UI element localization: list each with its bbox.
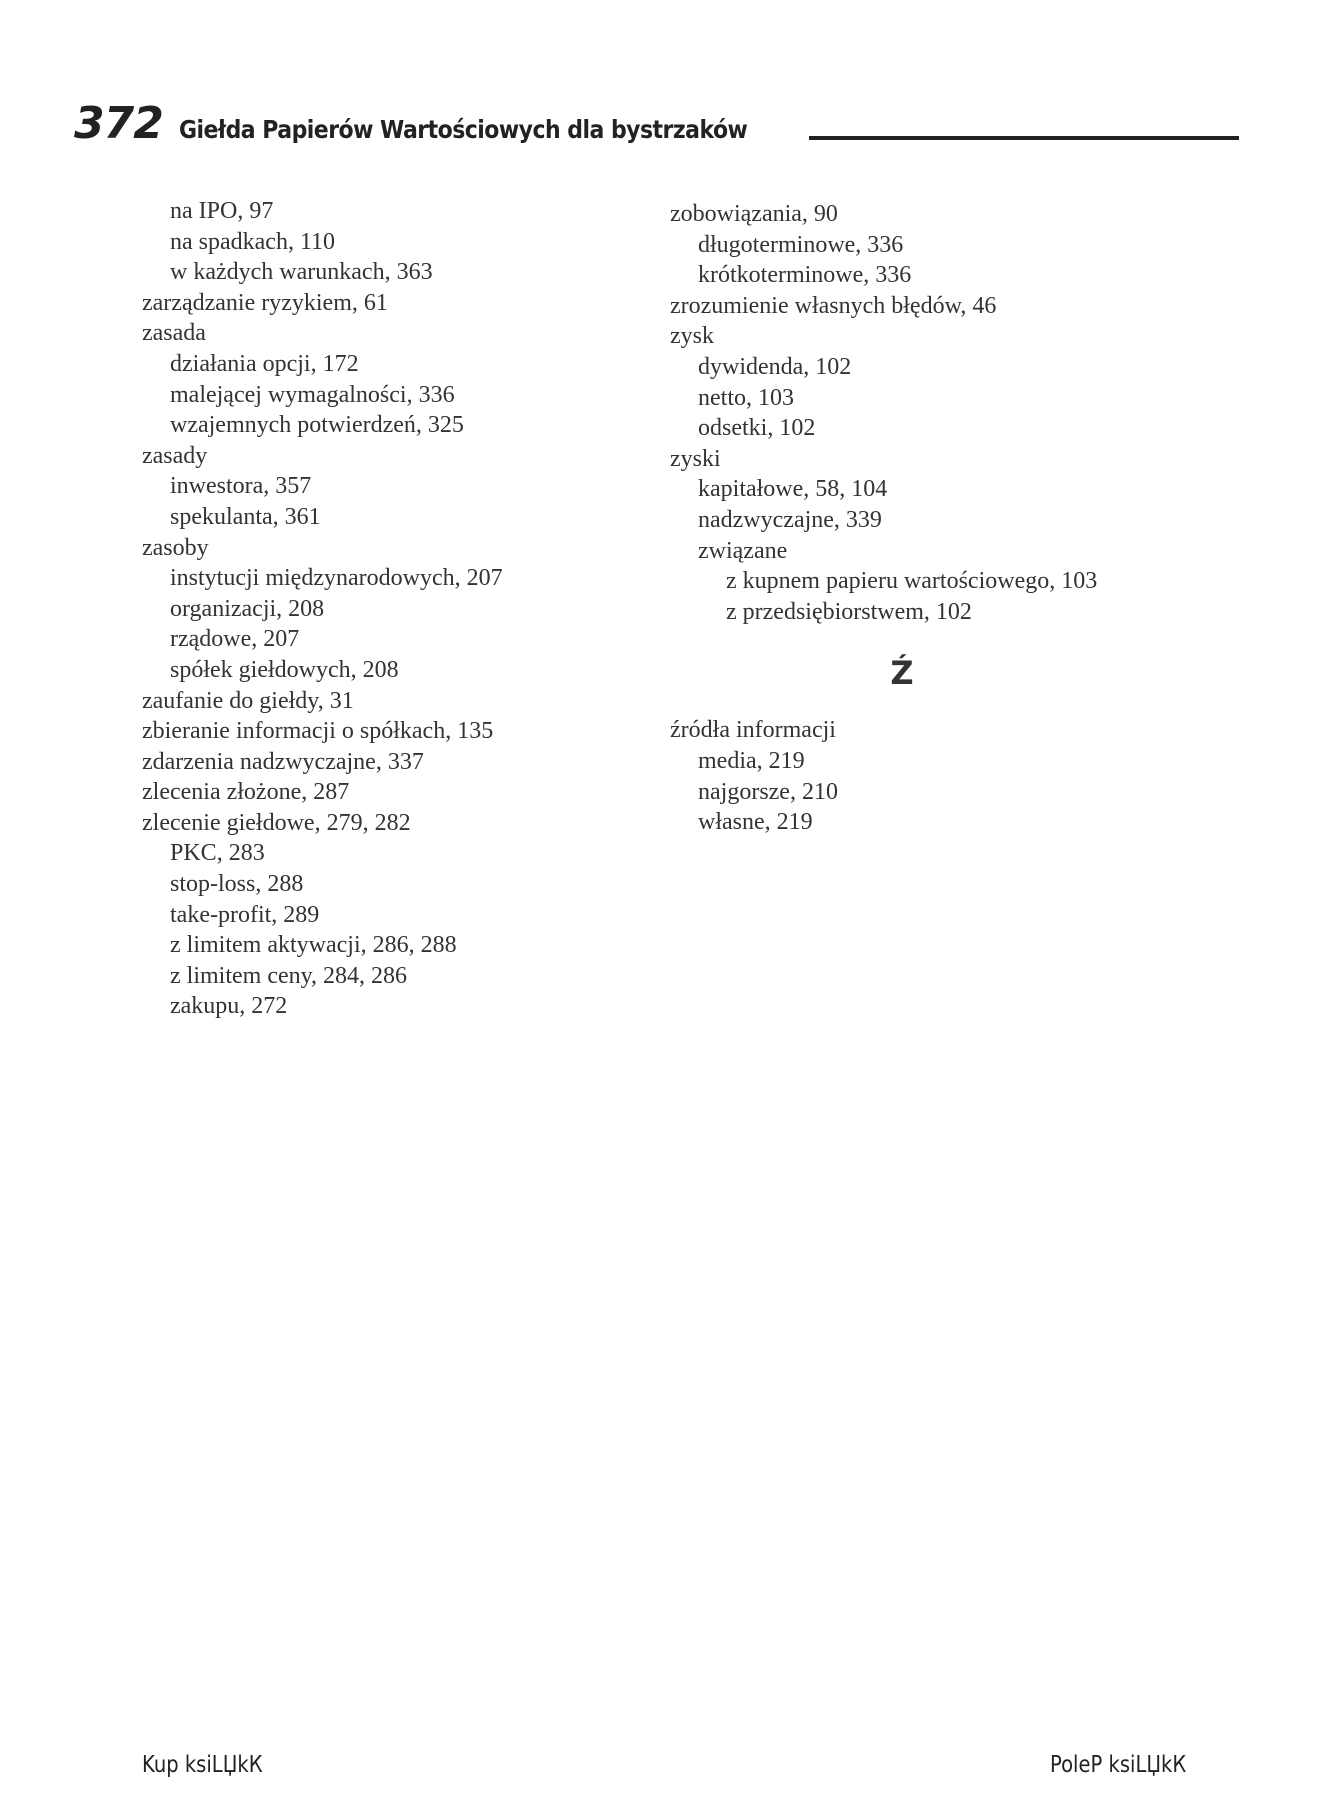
index-entry: zbieranie informacji o spółkach, 135	[142, 718, 494, 745]
index-entry: zyski	[670, 445, 721, 472]
index-entry: zysk	[670, 323, 714, 350]
index-subentry: w każdych warunkach, 363	[170, 259, 433, 286]
section-letter-heading: Ź	[890, 654, 914, 693]
index-entry: zasady	[142, 442, 208, 469]
index-entry: zdarzenia nadzwyczajne, 337	[142, 748, 424, 775]
index-subentry: kapitałowe, 58, 104	[698, 476, 888, 503]
index-entry: zaufanie do giełdy, 31	[142, 687, 354, 714]
index-subentry: na spadkach, 110	[170, 228, 336, 255]
index-subentry: instytucji międzynarodowych, 207	[170, 565, 503, 592]
recommend-book-link[interactable]: PoleР ksiLЏkК	[1050, 1752, 1187, 1778]
index-subentry: take-profit, 289	[170, 901, 320, 928]
index-subentry: długoterminowe, 336	[698, 231, 904, 258]
index-column-left	[142, 196, 662, 1022]
index-subsubentry: z przedsiębiorstwem, 102	[726, 598, 972, 625]
header-rule	[809, 136, 1239, 140]
index-entry: źródła informacji	[670, 717, 836, 744]
index-subentry: własne, 219	[698, 809, 813, 836]
index-subentry: malejącej wymagalności, 336	[170, 381, 455, 408]
index-subentry: PKC, 283	[170, 840, 265, 867]
page-header	[74, 96, 1164, 149]
index-column-right	[670, 199, 1190, 838]
index-subentry: spółek giełdowych, 208	[170, 656, 399, 683]
index-subentry: na IPO, 97	[170, 198, 274, 224]
index-subentry: krótkoterminowe, 336	[698, 262, 912, 289]
index-subentry: inwestora, 357	[170, 473, 312, 500]
index-subentry: dywidenda, 102	[698, 353, 852, 380]
index-subentry: media, 219	[698, 747, 805, 774]
index-subentry: z limitem ceny, 284, 286	[170, 962, 408, 989]
index-subentry: odsetki, 102	[698, 415, 816, 442]
index-entry: zarządzanie ryzykiem, 61	[142, 289, 388, 316]
index-subentry: stop-loss, 288	[170, 871, 304, 898]
index-subentry: zakupu, 272	[170, 993, 288, 1020]
index-subsubentry: z kupnem papieru wartościowego, 103	[726, 568, 1098, 595]
index-subentry: spekulanta, 361	[170, 503, 321, 530]
index-entry: zasoby	[142, 534, 209, 561]
index-entry: zrozumienie własnych błędów, 46	[670, 292, 997, 319]
index-entry: zobowiązania, 90	[670, 201, 838, 227]
index-subentry: działania opcji, 172	[170, 350, 359, 377]
index-subentry: związane	[698, 537, 788, 564]
running-title: Giełda Papierów Wartościowych dla bystrzaków	[178, 115, 748, 144]
index-subentry: nadzwyczajne, 339	[698, 506, 882, 533]
index-subentry: wzajemnych potwierdzeń, 325	[170, 412, 464, 439]
index-subentry: rządowe, 207	[170, 626, 300, 653]
index-subentry: organizacji, 208	[170, 595, 325, 622]
buy-book-link[interactable]: Kup ksiLЏkК	[142, 1752, 263, 1778]
page-number: 372	[74, 98, 163, 149]
index-entry: zlecenia złożone, 287	[142, 779, 350, 806]
index-subentry: netto, 103	[698, 384, 794, 411]
index-subentry: najgorsze, 210	[698, 778, 838, 805]
index-subentry: z limitem aktywacji, 286, 288	[170, 932, 457, 959]
index-entry: zasada	[142, 320, 206, 347]
index-entry: zlecenie giełdowe, 279, 282	[142, 809, 411, 836]
